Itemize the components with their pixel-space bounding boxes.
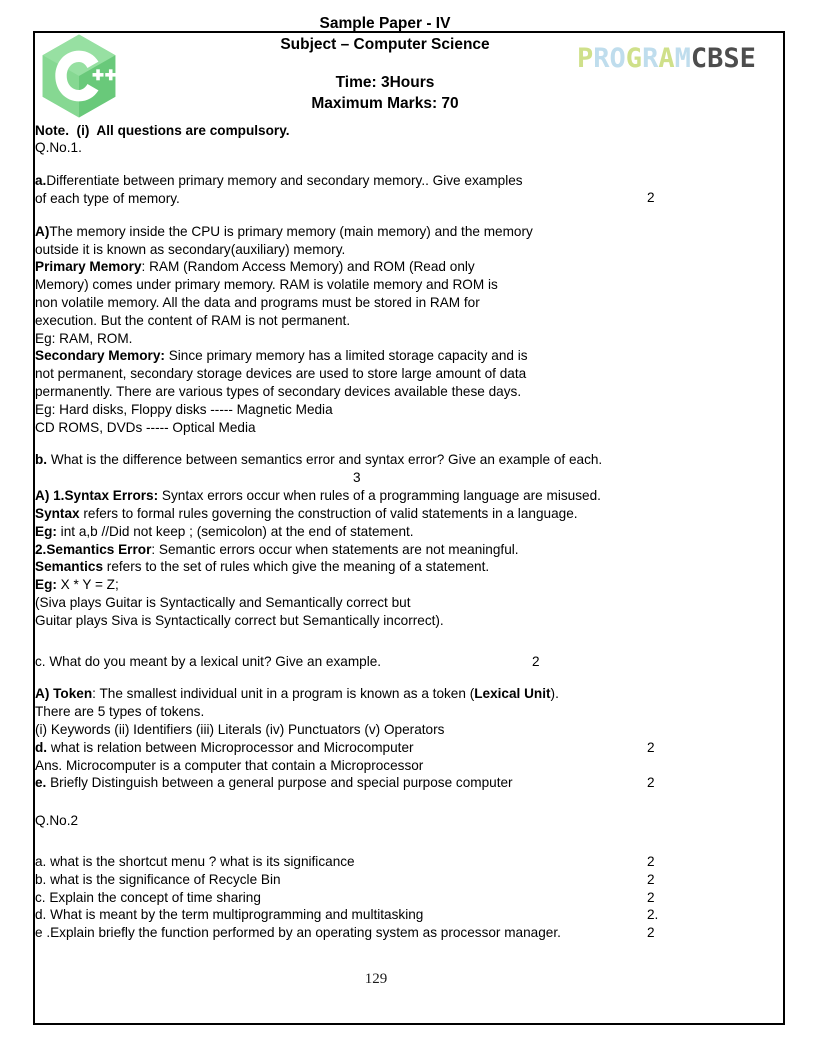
q1d-text: what is relation between Microprocessor and Microcomputer [47, 739, 414, 755]
q1a-text-1: Differentiate between primary memory and secondary memory.. Give examples [46, 173, 523, 189]
q1a-answer-l3: : RAM (Random Access Memory) and ROM (Read only [141, 259, 475, 275]
q1a-label: a. [35, 173, 47, 189]
q1c-answer-l2: There are 5 types of tokens. [35, 704, 205, 720]
q1b-label: b. [35, 452, 48, 468]
eg-label-2: Eg: [35, 577, 57, 593]
q2b-marks: 2 [647, 871, 655, 887]
q1c-answer-l1-mid: : The smallest individual unit in a program is known as a token ( [92, 686, 475, 702]
q1a-answer-l4: Memory) comes under primary memory. RAM is volatile memory and ROM is [35, 277, 498, 293]
cpp-logo-plus-1-v [96, 69, 100, 80]
q2a-text: a. what is the shortcut menu ? what is its significance [35, 853, 355, 869]
q1b-answer-l8: Guitar plays Siva is Syntactically correct but Semantically incorrect). [35, 612, 444, 628]
lexical-unit-label: Lexical Unit [474, 686, 551, 702]
note-line: Note. (i) All questions are compulsory. [35, 122, 290, 138]
eg-label-1: Eg: [35, 523, 57, 539]
list-item [35, 889, 717, 907]
paper-max-marks: Maximum Marks: 70 [311, 94, 459, 112]
q1a-answer-l11: Eg: Hard disks, Floppy disks ----- Magnetic Media [35, 401, 333, 417]
q1b-answer-l5: refers to the set of rules which give the meaning of a statement. [103, 559, 490, 575]
q1d-answer: Ans. Microcomputer is a computer that contain a Microprocessor [35, 757, 424, 773]
brand-o: O [609, 42, 626, 74]
q1a-answer-prefix: A) [35, 223, 50, 239]
q1e-text: Briefly Distinguish between a general purpose and special purpose computer [46, 775, 513, 791]
q1a-answer-l1: The memory inside the CPU is primary memory (main memory) and the memory [49, 223, 533, 239]
q1b-answer [35, 487, 717, 629]
q1e-marks: 2 [647, 775, 655, 791]
spacer [35, 670, 717, 685]
q2d-text: d. What is meant by the term multiprogramming and multitasking [35, 907, 424, 923]
q1e-question [35, 774, 717, 792]
q1b-answer-l2: refers to formal rules governing the construction of valid statements in a language. [79, 506, 578, 522]
q1d-question [35, 739, 717, 757]
brand-r2: R [642, 42, 659, 74]
brand-g: G [625, 42, 643, 74]
secondary-memory-label: Secondary Memory: [35, 348, 165, 364]
q2-items [35, 853, 717, 942]
programcbse-logo [577, 40, 777, 76]
token-label: A) Token [35, 686, 93, 702]
document-body [35, 14, 717, 987]
cpp-logo-plus-2-v [109, 69, 113, 80]
paper-subject: Subject – Computer Science [280, 35, 490, 53]
q1a-answer-l10: permanently. There are various types of secondary devices available these days. [35, 384, 522, 400]
semantics-error-label: 2.Semantics Error [35, 541, 152, 557]
q1c-answer-l3: (i) Keywords (ii) Identifiers (iii) Literals (iv) Punctuators (v) Operators [35, 722, 445, 737]
q1a-answer-l8: Since primary memory has a limited storage capacity and is [164, 348, 528, 364]
semantics-label: Semantics [35, 559, 104, 575]
q1c-text: c. What do you meant by a lexical unit? Give an example. [35, 653, 382, 669]
q1a-text-2: of each type of memory. [35, 191, 180, 207]
qno2-heading: Q.No.2 [35, 813, 79, 829]
list-item [35, 871, 717, 889]
cpp-logo [36, 32, 122, 120]
q1a-answer-l9: not permanent, secondary storage devices are used to store large amount of data [35, 366, 527, 382]
q2e-marks: 2 [647, 925, 655, 941]
list-item [35, 853, 717, 871]
q1d-label: d. [35, 739, 48, 755]
q1a-answer-l2: outside it is known as secondary(auxiliary) memory. [35, 241, 346, 257]
q1b-answer-l7: (Siva plays Guitar is Syntactically and Semantically correct but [35, 595, 411, 611]
spacer [35, 830, 717, 853]
spacer [35, 469, 717, 487]
q1c-answer-l1-end: ). [550, 686, 559, 702]
q1a-marks: 2 [647, 190, 655, 206]
q1b-question [35, 451, 717, 486]
q2c-marks: 2 [647, 889, 655, 905]
q1b-text: What is the difference between semantics error and syntax error? Give an example of each. [47, 452, 603, 468]
list-item [35, 924, 717, 942]
qno1-heading: Q.No.1. [35, 140, 82, 156]
q1b-answer-l4: : Semantic errors occur when statements are not meaningful. [151, 541, 519, 557]
q1a-question [35, 172, 717, 208]
spacer [35, 157, 717, 172]
q1e-label: e. [35, 775, 47, 791]
brand-r: R [593, 42, 610, 74]
q2d-marks: 2. [647, 907, 659, 923]
q2c-text: c. Explain the concept of time sharing [35, 889, 261, 905]
q1c-answer [35, 685, 717, 738]
q1d-marks: 2 [647, 739, 655, 755]
q1a-answer-l6: execution. But the content of RAM is not permanent. [35, 312, 351, 328]
page-number: 129 [364, 971, 388, 987]
list-item [35, 906, 717, 924]
q1b-marks: 3 [353, 470, 361, 486]
primary-memory-label: Primary Memory [35, 259, 142, 275]
q2e-text: e .Explain briefly the function performed by an operating system as processor manager. [35, 925, 561, 941]
syntax-errors-label: A) 1.Syntax Errors: [35, 488, 159, 504]
spacer [35, 630, 717, 653]
q1a-answer-l12: CD ROMS, DVDs ----- Optical Media [35, 419, 256, 435]
brand-a: A [658, 42, 675, 74]
q1b-answer-l6: X * Y = Z; [56, 577, 119, 593]
q1b-answer-l3: int a,b //Did not keep ; (semicolon) at the end of statement. [56, 523, 414, 539]
paper-time: Time: 3Hours [335, 73, 435, 91]
page-title: Sample Paper - IV [319, 15, 451, 32]
syntax-label: Syntax [35, 506, 80, 522]
q2b-text: b. what is the significance of Recycle Bin [35, 871, 281, 887]
q2a-marks: 2 [647, 853, 655, 869]
q1b-answer-l1: Syntax errors occur when rules of a programming language are misused. [158, 488, 601, 504]
spacer [35, 208, 717, 223]
spacer [35, 436, 717, 451]
brand-p: P [577, 42, 594, 74]
spacer [35, 115, 717, 122]
q1a-answer-l7: Eg: RAM, ROM. [35, 330, 133, 346]
q1a-answer-l5: non volatile memory. All the data and programs must be stored in RAM for [35, 295, 480, 311]
brand-m: M [674, 42, 691, 74]
q1c-question [35, 653, 717, 671]
spacer [35, 792, 717, 812]
q1c-marks: 2 [532, 653, 540, 669]
brand-cbse: CBSE [690, 42, 756, 74]
q1a-answer [35, 223, 717, 437]
